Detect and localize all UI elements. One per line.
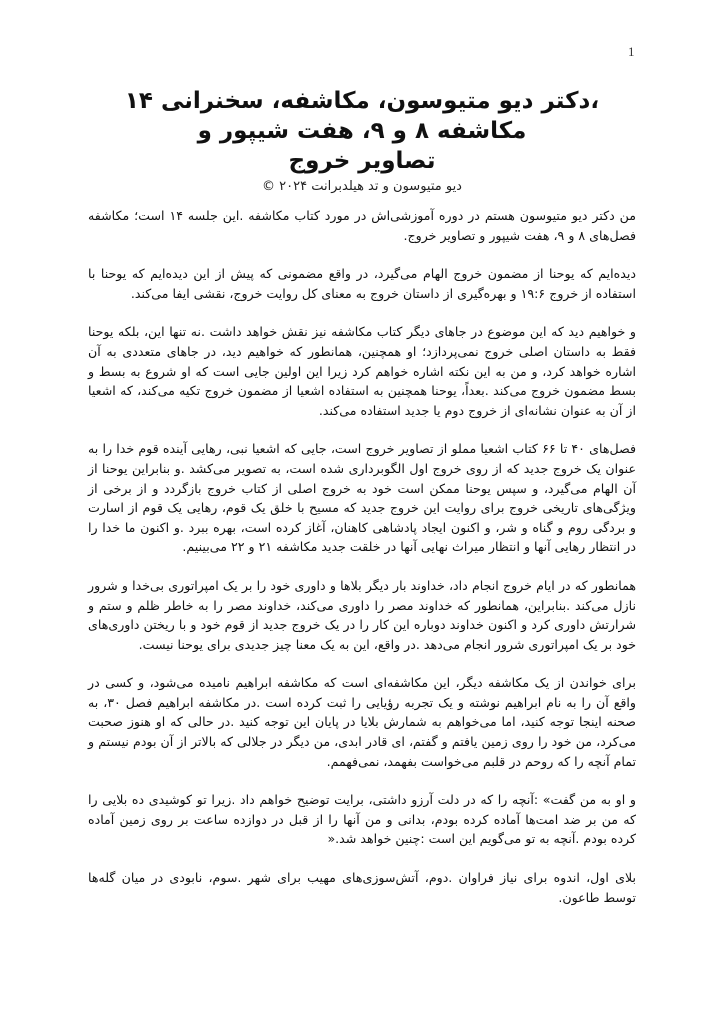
- title-line-3: تصاویر خروج: [288, 148, 436, 174]
- paragraph: فصل‌های ۴۰ تا ۶۶ کتاب اشعیا مملو از تصاویر خروج است، جایی که اشعیا نبی، رهایی آینده قوم خدا را به عنوان یک خروج جدید که از روی خروج اول الگوبرداری شده است، به تصویر می‌کشد .و بنابراین یوحنا از آن الهام می‌گیرد، و سپس یوحنا ممکن است خود به خروج اصلی از کتاب خروج بازگردد و از برخی از ویژگی‌های تاریخی خروج برای روایت این خروج جدید که مسیح با خلق یک قوم، رهایی یک قوم از اسارت و بردگی روم و گناه و شر، و اکنون ایجاد پادشاهی کاهنان، آغاز کرده است، بهره ببرد .و اکنون ما خدا را در انتظار رهایی آنها و انتظار میراث نهایی آنها در خلقت جدید مکاشفه ۲۱ و ۲۲ می‌بینیم.: [88, 441, 636, 555]
- paragraph: و خواهیم دید که این موضوع در جاهای دیگر کتاب مکاشفه نیز نقش خواهد داشت .نه تنها این، بلکه یوحنا فقط به داستان اصلی خروج نمی‌پردازد؛ او همچنین، همانطور که خواهیم دید، در جاهای متعددی به آن اشاره خواهد کرد، و من به این نکته اشاره خواهم کرد زیرا این اولین جایی است که او شروع به بسط و بسط مضمون خروج می‌کند .بعداً، یوحنا همچنین به استفاده اشعیا از مضمون خروج تکیه می‌کند، که اشعیا از آن به عنوان نشانه‌ای از خروج دوم یا جدید استفاده می‌کند.: [88, 324, 636, 418]
- title-line-1: ،دکتر دیو متیوسون، مکاشفه، سخنرانی ۱۴: [124, 88, 600, 114]
- paragraph: و او به من گفت» :آنچه را که در دلت آرزو داشتی، برایت توضیح خواهم داد .زیرا تو کوشیدی ده بلایی را که من بر ضد امت‌ها آماده کرده بودم، بدانی و من آنها را از قبل در دوازده ساعت بر روی زمین آماده کرده بودم .آنچه به تو می‌گویم این است :چنین خواهد شد.«: [88, 792, 636, 847]
- paragraph: من دکتر دیو متیوسون هستم در دوره آموزشی‌اش در مورد کتاب مکاشفه .این جلسه ۱۴ است؛ مکاشفه فصل‌های ۸ و ۹، هفت شیپور و تصاویر خروج.: [88, 208, 637, 243]
- title-line-2: مکاشفه ۸ و ۹، هفت شیپور و: [197, 118, 527, 144]
- document-body: [88, 206, 636, 926]
- paragraph: دیده‌ایم که یوحنا از مضمون خروج الهام می‌گیرد، در واقع مضمونی که پیش از این دیده‌ایم که یوحنا با استفاده از خروج ۱۹:۶ و بهره‌گیری از داستان خروج به معنای کل روایت خروج، نقشی ایفا می‌کند.: [88, 266, 636, 301]
- paragraph: بلای اول، اندوه برای نیاز فراوان .دوم، آتش‌سوزی‌های مهیب برای شهر .سوم، نابودی در میان گله‌ها توسط طاعون.: [88, 870, 636, 905]
- paragraph: همانطور که در ایام خروج انجام داد، خداوند بار دیگر بلاها و داوری خود را بر یک امپراتوری بی‌خدا و شرور نازل می‌کند .بنابراین، همانطور که خداوند مصر را داوری می‌کند، خداوند مصر را به خاطر ظلم و ستم و شرارتش داوری کرد و اکنون خداوند دوباره این کار را در یک خروج جدید از قوم خود و با ریختن داوری‌های خود بر یک امپراتوری شرور انجام می‌دهد .در واقع، این به یک معنا چیز جدیدی برای یوحنا نیست.: [88, 577, 636, 652]
- page-number: 1: [628, 44, 635, 59]
- document-header: [120, 86, 604, 196]
- copyright-byline: دیو متیوسون و تد هیلدبرانت ۲۰۲۴ ©: [262, 179, 462, 194]
- paragraph: برای خواندن از یک مکاشفه دیگر، این مکاشفه‌ای است که مکاشفه ابراهیم نامیده می‌شود، و کسی در واقع آن را به نام ابراهیم نوشته و یک تجربه رؤیایی را ثبت کرده است .در مکاشفه ابراهیم فصل ۳۰، به صحنه اینجا توجه کنید، اما می‌خواهم به شمارش بلایا در پایان این توجه کنید .در حالی که او هنوز صحبت می‌کرد، من خود را روی زمین یافتم و گفتم، ای قادر ابدی، من دیگر در جلالی که بالاتر از آن بودم نیستم و تمام آنچه را که روحم در قلبم می‌خواست بفهمد، نمی‌فهمم.: [88, 675, 636, 769]
